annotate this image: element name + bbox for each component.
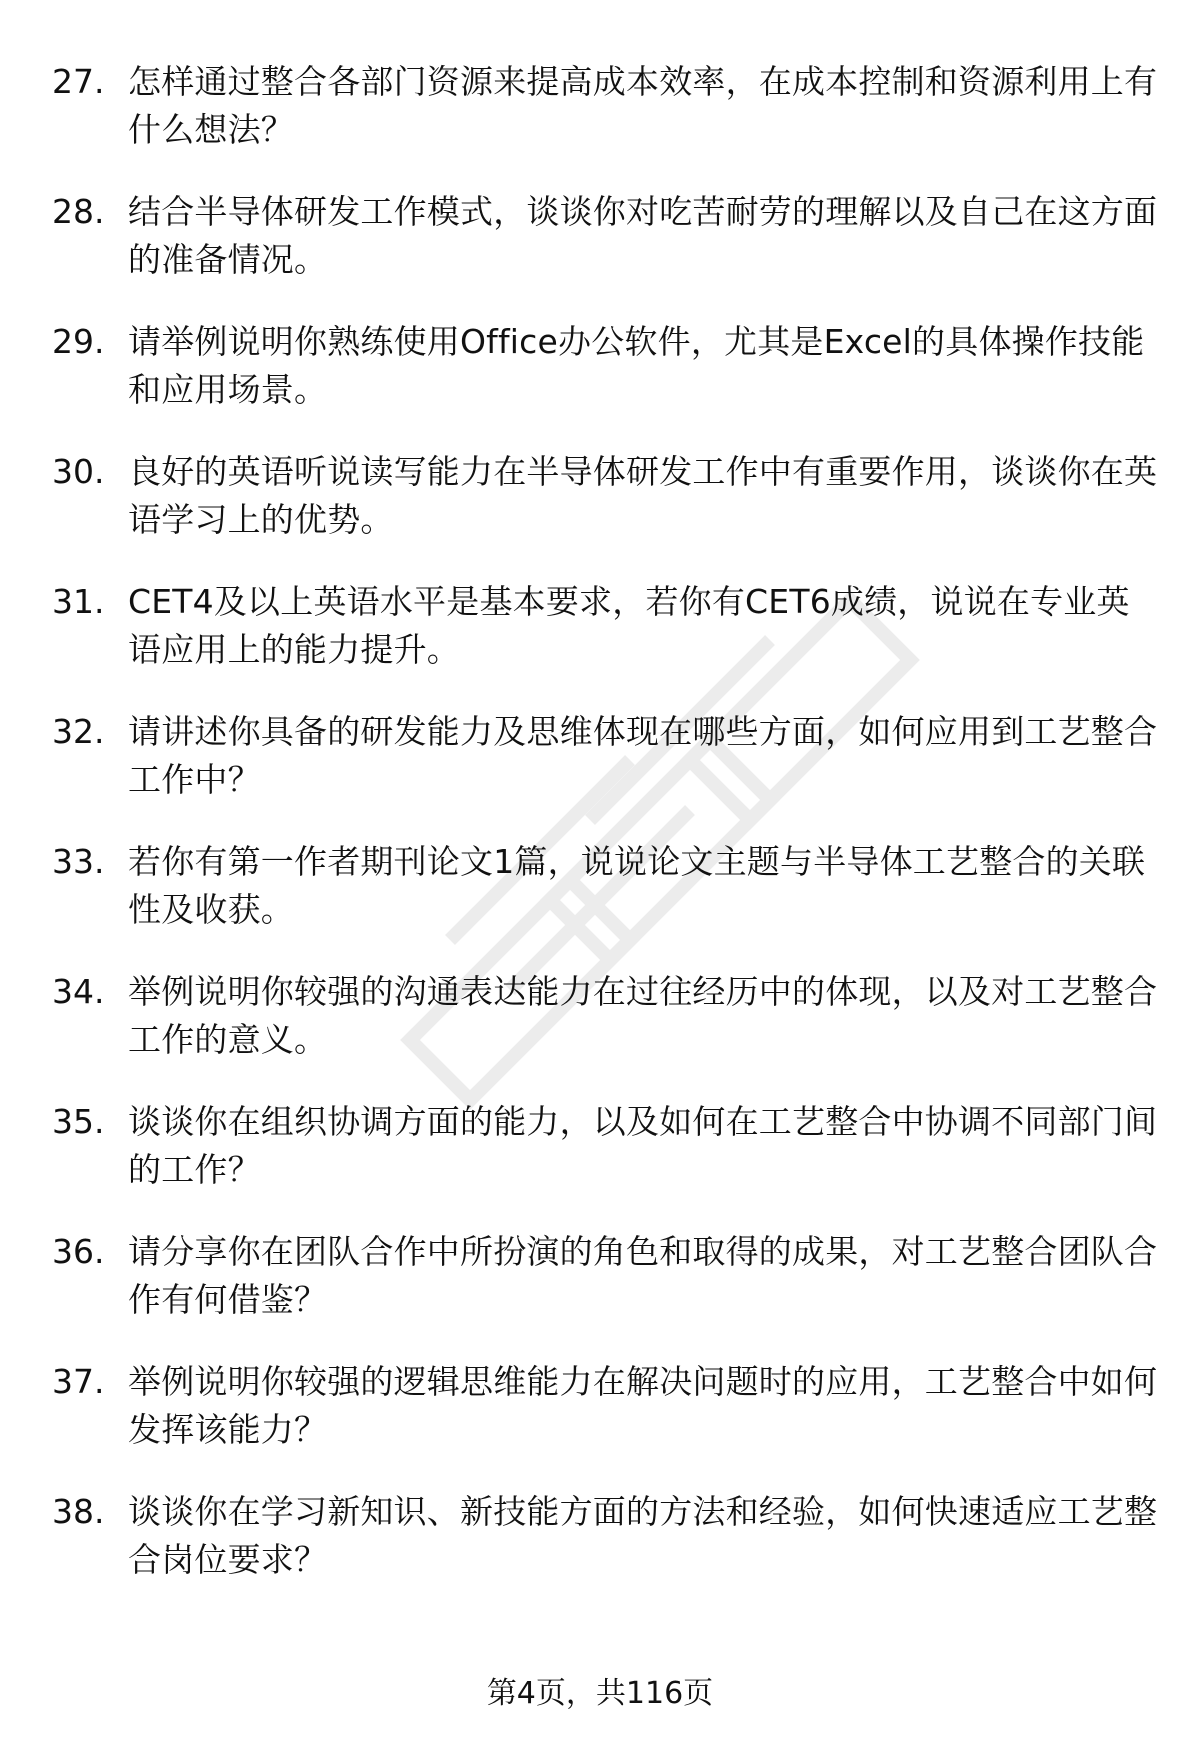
list-item (52, 58, 1162, 168)
list-item (52, 968, 1162, 1078)
question-number: 28. (52, 192, 105, 231)
question-number: 37. (52, 1362, 105, 1401)
question-number: 31. (52, 582, 105, 621)
question-text: 请分享你在团队合作中所扮演的角色和取得的成果，对工艺整合团队合作有何借鉴？ (128, 1232, 1158, 1319)
list-item (52, 1488, 1162, 1598)
question-number: 36. (52, 1232, 105, 1271)
list-item (52, 448, 1162, 558)
question-number: 29. (52, 322, 105, 361)
question-list (52, 58, 1162, 1618)
question-text: 举例说明你较强的逻辑思维能力在解决问题时的应用，工艺整合中如何发挥该能力？ (128, 1362, 1158, 1449)
list-item (52, 1098, 1162, 1208)
question-text: 谈谈你在学习新知识、新技能方面的方法和经验，如何快速适应工艺整合岗位要求？ (128, 1492, 1158, 1579)
question-text: 结合半导体研发工作模式，谈谈你对吃苦耐劳的理解以及自己在这方面的准备情况。 (128, 192, 1158, 279)
question-number: 35. (52, 1102, 105, 1141)
list-item (52, 1358, 1162, 1468)
question-text: 若你有第一作者期刊论文1篇，说说论文主题与半导体工艺整合的关联性及收获。 (128, 842, 1146, 929)
question-number: 30. (52, 452, 105, 491)
list-item (52, 838, 1162, 948)
question-text: 请举例说明你熟练使用Office办公软件，尤其是Excel的具体操作技能和应用场景。 (128, 322, 1145, 409)
list-item (52, 708, 1162, 818)
question-text: CET4及以上英语水平是基本要求，若你有CET6成绩，说说在专业英语应用上的能力提升。 (128, 582, 1130, 669)
question-number: 38. (52, 1492, 105, 1531)
question-number: 27. (52, 62, 105, 101)
question-text: 谈谈你在组织协调方面的能力，以及如何在工艺整合中协调不同部门间的工作？ (128, 1102, 1158, 1189)
list-item (52, 578, 1162, 688)
list-item (52, 318, 1162, 428)
page-footer: 第4页，共116页 (486, 1676, 714, 1711)
question-number: 34. (52, 972, 105, 1011)
question-number: 33. (52, 842, 105, 881)
question-text: 良好的英语听说读写能力在半导体研发工作中有重要作用，谈谈你在英语学习上的优势。 (128, 452, 1158, 539)
list-item (52, 188, 1162, 298)
question-text: 怎样通过整合各部门资源来提高成本效率，在成本控制和资源利用上有什么想法？ (128, 62, 1158, 149)
question-text: 请讲述你具备的研发能力及思维体现在哪些方面，如何应用到工艺整合工作中？ (128, 712, 1158, 799)
question-number: 32. (52, 712, 105, 751)
question-text: 举例说明你较强的沟通表达能力在过往经历中的体现，以及对工艺整合工作的意义。 (128, 972, 1158, 1059)
list-item (52, 1228, 1162, 1338)
